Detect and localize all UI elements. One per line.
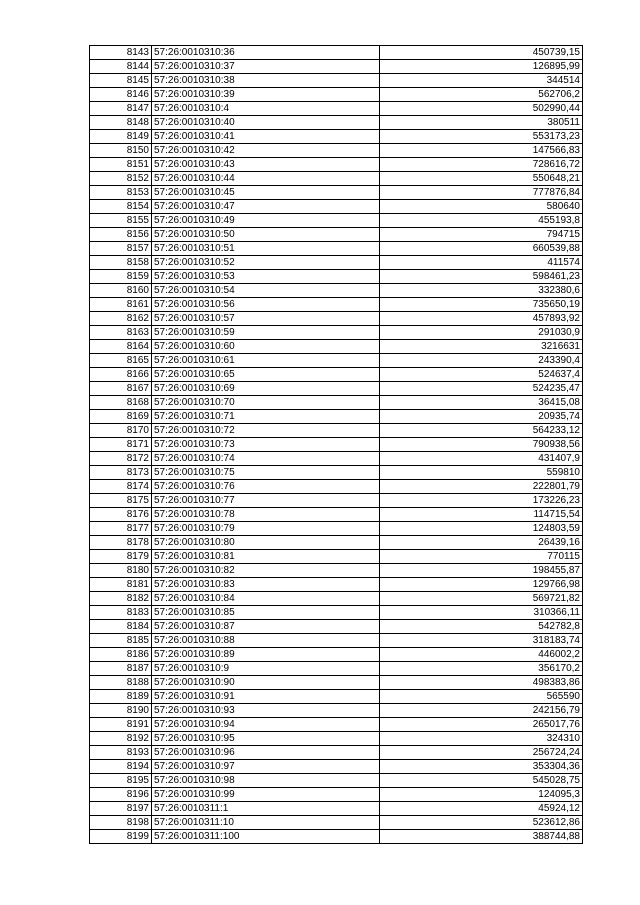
table-row [90, 144, 583, 158]
row-number: 8144 [90, 60, 152, 74]
cadastral-number: 57:26:0010310:39 [152, 88, 380, 102]
row-number: 8176 [90, 508, 152, 522]
cadastral-number: 57:26:0010310:70 [152, 396, 380, 410]
cadastral-number: 57:26:0010310:37 [152, 60, 380, 74]
row-number: 8187 [90, 662, 152, 676]
row-number: 8189 [90, 690, 152, 704]
cadastral-number: 57:26:0010310:93 [152, 704, 380, 718]
cadastral-number: 57:26:0010310:57 [152, 312, 380, 326]
cadastral-value: 26439,16 [380, 536, 583, 550]
cadastral-value: 198455,87 [380, 564, 583, 578]
table-row [90, 382, 583, 396]
table-row [90, 312, 583, 326]
row-number: 8194 [90, 760, 152, 774]
cadastral-value: 36415,08 [380, 396, 583, 410]
cadastral-number: 57:26:0010310:83 [152, 578, 380, 592]
row-number: 8157 [90, 242, 152, 256]
row-number: 8191 [90, 718, 152, 732]
table-body [90, 46, 583, 844]
row-number: 8182 [90, 592, 152, 606]
cadastral-number: 57:26:0010310:89 [152, 648, 380, 662]
table-row [90, 788, 583, 802]
row-number: 8174 [90, 480, 152, 494]
table-row [90, 452, 583, 466]
row-number: 8146 [90, 88, 152, 102]
cadastral-number: 57:26:0010310:87 [152, 620, 380, 634]
table-row [90, 116, 583, 130]
cadastral-value: 291030,9 [380, 326, 583, 340]
table-row [90, 438, 583, 452]
cadastral-number: 57:26:0010310:56 [152, 298, 380, 312]
cadastral-value: 457893,92 [380, 312, 583, 326]
table-row [90, 816, 583, 830]
cadastral-number: 57:26:0010310:61 [152, 354, 380, 368]
cadastral-number: 57:26:0010310:50 [152, 228, 380, 242]
table-row [90, 648, 583, 662]
table-row [90, 718, 583, 732]
table-row [90, 774, 583, 788]
row-number: 8167 [90, 382, 152, 396]
table-row [90, 690, 583, 704]
cadastral-value: 124803,59 [380, 522, 583, 536]
cadastral-value: 243390,4 [380, 354, 583, 368]
table-row [90, 60, 583, 74]
cadastral-number: 57:26:0010311:1 [152, 802, 380, 816]
row-number: 8162 [90, 312, 152, 326]
cadastral-value: 242156,79 [380, 704, 583, 718]
table-row [90, 550, 583, 564]
cadastral-value: 523612,86 [380, 816, 583, 830]
table-row [90, 284, 583, 298]
cadastral-number: 57:26:0010310:54 [152, 284, 380, 298]
table-row [90, 760, 583, 774]
cadastral-value: 553173,23 [380, 130, 583, 144]
cadastral-value: 735650,19 [380, 298, 583, 312]
table-row [90, 424, 583, 438]
cadastral-number: 57:26:0010310:91 [152, 690, 380, 704]
cadastral-number: 57:26:0010310:69 [152, 382, 380, 396]
row-number: 8179 [90, 550, 152, 564]
cadastral-number: 57:26:0010310:47 [152, 200, 380, 214]
cadastral-number: 57:26:0010310:71 [152, 410, 380, 424]
row-number: 8168 [90, 396, 152, 410]
row-number: 8184 [90, 620, 152, 634]
table-row [90, 270, 583, 284]
row-number: 8165 [90, 354, 152, 368]
table-row [90, 200, 583, 214]
cadastral-value: 794715 [380, 228, 583, 242]
table-row [90, 158, 583, 172]
cadastral-number: 57:26:0010310:80 [152, 536, 380, 550]
cadastral-value: 344514 [380, 74, 583, 88]
table-row [90, 704, 583, 718]
table-row [90, 522, 583, 536]
table-row [90, 746, 583, 760]
cadastral-number: 57:26:0010310:45 [152, 186, 380, 200]
cadastral-value: 353304,36 [380, 760, 583, 774]
table-row [90, 186, 583, 200]
cadastral-number: 57:26:0010310:73 [152, 438, 380, 452]
row-number: 8161 [90, 298, 152, 312]
table-row [90, 676, 583, 690]
row-number: 8190 [90, 704, 152, 718]
cadastral-value: 562706,2 [380, 88, 583, 102]
cadastral-number: 57:26:0010310:65 [152, 368, 380, 382]
table-row [90, 508, 583, 522]
cadastral-value: 318183,74 [380, 634, 583, 648]
cadastral-value: 20935,74 [380, 410, 583, 424]
row-number: 8156 [90, 228, 152, 242]
cadastral-value: 114715,54 [380, 508, 583, 522]
cadastral-value: 559810 [380, 466, 583, 480]
cadastral-number: 57:26:0010310:75 [152, 466, 380, 480]
row-number: 8193 [90, 746, 152, 760]
cadastral-value: 324310 [380, 732, 583, 746]
cadastral-number: 57:26:0010310:98 [152, 774, 380, 788]
table-row [90, 88, 583, 102]
cadastral-value: 310366,11 [380, 606, 583, 620]
cadastral-number: 57:26:0010310:49 [152, 214, 380, 228]
cadastral-value: 545028,75 [380, 774, 583, 788]
cadastral-value: 770115 [380, 550, 583, 564]
row-number: 8153 [90, 186, 152, 200]
row-number: 8199 [90, 830, 152, 844]
table-row [90, 410, 583, 424]
cadastral-value: 222801,79 [380, 480, 583, 494]
cadastral-value: 431407,9 [380, 452, 583, 466]
cadastral-value: 524235,47 [380, 382, 583, 396]
cadastral-number: 57:26:0010310:52 [152, 256, 380, 270]
cadastral-value: 173226,23 [380, 494, 583, 508]
cadastral-number: 57:26:0010310:60 [152, 340, 380, 354]
row-number: 8155 [90, 214, 152, 228]
row-number: 8198 [90, 816, 152, 830]
table-row [90, 46, 583, 60]
row-number: 8163 [90, 326, 152, 340]
cadastral-value: 728616,72 [380, 158, 583, 172]
cadastral-number: 57:26:0010310:38 [152, 74, 380, 88]
cadastral-value: 777876,84 [380, 186, 583, 200]
cadastral-number: 57:26:0010310:53 [152, 270, 380, 284]
cadastral-number: 57:26:0010310:4 [152, 102, 380, 116]
table-row [90, 74, 583, 88]
cadastral-value: 332380,6 [380, 284, 583, 298]
cadastral-number: 57:26:0010310:42 [152, 144, 380, 158]
cadastral-value: 356170,2 [380, 662, 583, 676]
table-row [90, 592, 583, 606]
cadastral-value: 502990,44 [380, 102, 583, 116]
cadastral-number: 57:26:0010310:94 [152, 718, 380, 732]
cadastral-number: 57:26:0010310:78 [152, 508, 380, 522]
cadastral-value: 565590 [380, 690, 583, 704]
table-row [90, 396, 583, 410]
cadastral-value: 126895,99 [380, 60, 583, 74]
table-row [90, 480, 583, 494]
table-row [90, 298, 583, 312]
table-row [90, 606, 583, 620]
cadastral-number: 57:26:0010310:9 [152, 662, 380, 676]
row-number: 8195 [90, 774, 152, 788]
cadastral-number: 57:26:0010310:72 [152, 424, 380, 438]
cadastral-value: 411574 [380, 256, 583, 270]
row-number: 8185 [90, 634, 152, 648]
cadastral-number: 57:26:0010310:96 [152, 746, 380, 760]
cadastral-value: 265017,76 [380, 718, 583, 732]
row-number: 8186 [90, 648, 152, 662]
table-row [90, 354, 583, 368]
row-number: 8171 [90, 438, 152, 452]
table-row [90, 830, 583, 844]
row-number: 8170 [90, 424, 152, 438]
cadastral-value: 550648,21 [380, 172, 583, 186]
cadastral-value: 147566,83 [380, 144, 583, 158]
cadastral-value: 790938,56 [380, 438, 583, 452]
cadastral-number: 57:26:0010310:43 [152, 158, 380, 172]
table-row [90, 466, 583, 480]
row-number: 8154 [90, 200, 152, 214]
row-number: 8152 [90, 172, 152, 186]
cadastral-number: 57:26:0010310:59 [152, 326, 380, 340]
table-row [90, 620, 583, 634]
row-number: 8143 [90, 46, 152, 60]
cadastral-number: 57:26:0010310:40 [152, 116, 380, 130]
table-row [90, 732, 583, 746]
row-number: 8196 [90, 788, 152, 802]
cadastral-value: 524637,4 [380, 368, 583, 382]
table-row [90, 228, 583, 242]
cadastral-value: 124095,3 [380, 788, 583, 802]
row-number: 8150 [90, 144, 152, 158]
row-number: 8169 [90, 410, 152, 424]
row-number: 8183 [90, 606, 152, 620]
cadastral-value: 450739,15 [380, 46, 583, 60]
table-row [90, 214, 583, 228]
table-row [90, 242, 583, 256]
row-number: 8177 [90, 522, 152, 536]
table-row [90, 256, 583, 270]
cadastral-number: 57:26:0010310:79 [152, 522, 380, 536]
cadastral-number: 57:26:0010310:76 [152, 480, 380, 494]
cadastral-number: 57:26:0010311:10 [152, 816, 380, 830]
table-row [90, 802, 583, 816]
table-row [90, 326, 583, 340]
row-number: 8166 [90, 368, 152, 382]
cadastral-number: 57:26:0010310:99 [152, 788, 380, 802]
table-row [90, 340, 583, 354]
table-row [90, 634, 583, 648]
cadastral-value-table [89, 45, 583, 844]
cadastral-number: 57:26:0010310:84 [152, 592, 380, 606]
table-row [90, 172, 583, 186]
row-number: 8180 [90, 564, 152, 578]
cadastral-number: 57:26:0010310:82 [152, 564, 380, 578]
row-number: 8148 [90, 116, 152, 130]
cadastral-value: 542782,8 [380, 620, 583, 634]
cadastral-number: 57:26:0010310:97 [152, 760, 380, 774]
row-number: 8172 [90, 452, 152, 466]
cadastral-number: 57:26:0010311:100 [152, 830, 380, 844]
table-row [90, 102, 583, 116]
table-row [90, 578, 583, 592]
cadastral-number: 57:26:0010310:85 [152, 606, 380, 620]
cadastral-value: 598461,23 [380, 270, 583, 284]
cadastral-value: 569721,82 [380, 592, 583, 606]
cadastral-value: 45924,12 [380, 802, 583, 816]
row-number: 8159 [90, 270, 152, 284]
cadastral-value: 446002,2 [380, 648, 583, 662]
cadastral-number: 57:26:0010310:51 [152, 242, 380, 256]
cadastral-number: 57:26:0010310:74 [152, 452, 380, 466]
cadastral-value: 660539,88 [380, 242, 583, 256]
row-number: 8164 [90, 340, 152, 354]
cadastral-number: 57:26:0010310:88 [152, 634, 380, 648]
table-row [90, 494, 583, 508]
cadastral-number: 57:26:0010310:90 [152, 676, 380, 690]
row-number: 8175 [90, 494, 152, 508]
row-number: 8145 [90, 74, 152, 88]
table-row [90, 564, 583, 578]
cadastral-number: 57:26:0010310:41 [152, 130, 380, 144]
cadastral-number: 57:26:0010310:77 [152, 494, 380, 508]
cadastral-value: 380511 [380, 116, 583, 130]
row-number: 8192 [90, 732, 152, 746]
table-row [90, 368, 583, 382]
cadastral-value: 388744,88 [380, 830, 583, 844]
table-row [90, 662, 583, 676]
row-number: 8160 [90, 284, 152, 298]
row-number: 8173 [90, 466, 152, 480]
row-number: 8151 [90, 158, 152, 172]
cadastral-value: 498383,86 [380, 676, 583, 690]
cadastral-value: 256724,24 [380, 746, 583, 760]
cadastral-number: 57:26:0010310:81 [152, 550, 380, 564]
row-number: 8178 [90, 536, 152, 550]
cadastral-value: 3216631 [380, 340, 583, 354]
cadastral-value: 580640 [380, 200, 583, 214]
row-number: 8147 [90, 102, 152, 116]
row-number: 8188 [90, 676, 152, 690]
cadastral-value: 129766,98 [380, 578, 583, 592]
row-number: 8158 [90, 256, 152, 270]
cadastral-value: 564233,12 [380, 424, 583, 438]
row-number: 8149 [90, 130, 152, 144]
cadastral-number: 57:26:0010310:95 [152, 732, 380, 746]
row-number: 8197 [90, 802, 152, 816]
row-number: 8181 [90, 578, 152, 592]
cadastral-value: 455193,8 [380, 214, 583, 228]
table-row [90, 130, 583, 144]
cadastral-number: 57:26:0010310:44 [152, 172, 380, 186]
cadastral-number: 57:26:0010310:36 [152, 46, 380, 60]
table-row [90, 536, 583, 550]
